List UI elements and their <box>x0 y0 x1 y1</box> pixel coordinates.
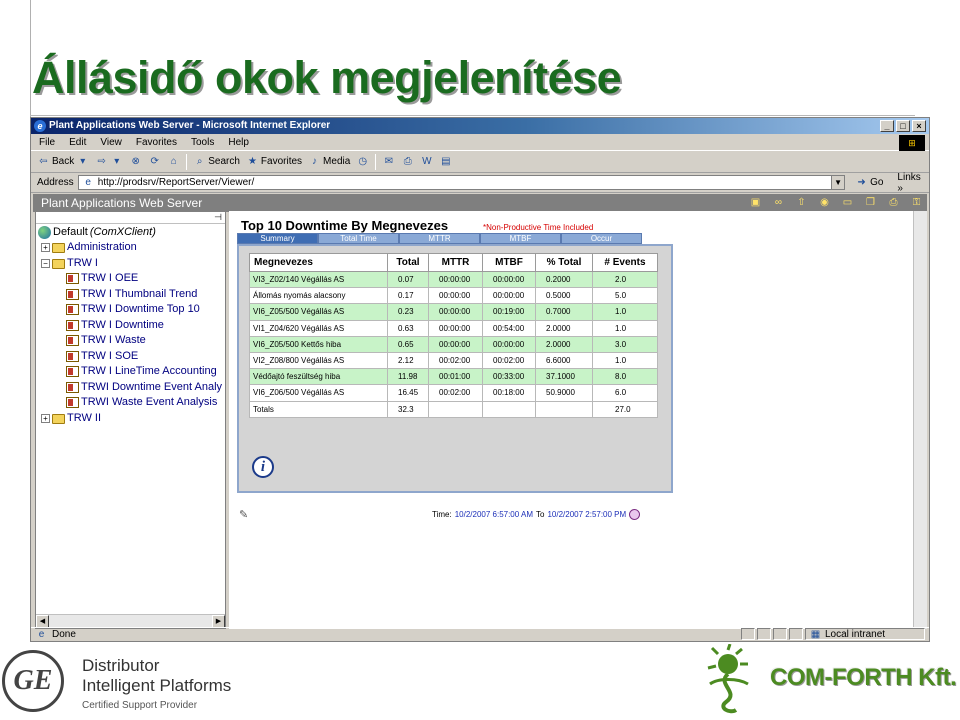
table-cell: VI1_Z04/620 Végállás AS <box>250 320 388 336</box>
tree-horizontal-scrollbar[interactable] <box>36 614 225 628</box>
folder-icon <box>52 414 65 424</box>
distributor-line-1: Distributor <box>82 656 160 675</box>
report-icon <box>66 351 79 362</box>
report-icon <box>66 397 79 408</box>
copy-icon[interactable]: ❐ <box>866 197 875 208</box>
status-cell <box>773 628 787 640</box>
security-zone <box>805 628 925 640</box>
table-row[interactable] <box>250 385 658 401</box>
go-label: Go <box>870 177 884 188</box>
report-tabs <box>237 233 642 244</box>
tree-item-label: TRW I LineTime Accounting <box>81 365 217 377</box>
back-label: Back <box>52 156 75 167</box>
time-to: 10/2/2007 2:57:00 PM <box>547 510 627 519</box>
forward-button[interactable] <box>95 155 123 168</box>
status-cell <box>789 628 803 640</box>
table-cell: 00:00:00 <box>483 272 536 288</box>
table-cell: VI6_Z06/500 Végállás AS <box>250 385 388 401</box>
comforth-logo-icon <box>696 644 766 716</box>
table-cell: 6.6000 <box>536 352 593 368</box>
tree-item-label: Administration <box>67 241 137 253</box>
table-cell: 00:00:00 <box>429 288 483 304</box>
table-cell: 00:00:00 <box>429 272 483 288</box>
report-tree-pane <box>35 211 226 629</box>
close-button[interactable]: × <box>912 120 926 132</box>
tree-item-label: TRW I SOE <box>81 350 139 362</box>
table-cell: VI3_Z02/140 Végállás AS <box>250 272 388 288</box>
table-row[interactable] <box>250 369 658 385</box>
table-cell: 0.23 <box>388 304 429 320</box>
table-cell: VI6_Z05/500 Végállás AS <box>250 304 388 320</box>
table-row[interactable] <box>250 304 658 320</box>
tree-item-label: TRW I OEE <box>81 272 139 284</box>
tree-item-label: TRW II <box>67 412 102 424</box>
search-label: Search <box>208 156 240 167</box>
tree-item-report[interactable] <box>66 271 138 286</box>
edit-icon[interactable]: W <box>422 156 432 167</box>
slide-horizontal-rule <box>30 115 915 116</box>
tree-item-report[interactable] <box>66 364 217 379</box>
tree-item-label: TRW I <box>67 257 98 269</box>
table-cell <box>536 401 593 417</box>
windows-flag-icon: ⊞ <box>899 135 925 151</box>
tab-total-time[interactable]: Total Time <box>318 233 399 244</box>
time-from: 10/2/2007 6:57:00 AM <box>454 510 533 519</box>
scroll-left-icon[interactable]: ◀ <box>36 615 49 628</box>
media-icon: ♪ <box>312 156 318 167</box>
distributor-line-2: Intelligent Platforms <box>82 676 232 695</box>
menu-view[interactable]: View <box>100 136 122 148</box>
table-cell: 16.45 <box>388 385 429 401</box>
report-icon <box>66 289 79 300</box>
links-label: Links <box>897 171 921 183</box>
favorites-label: Favorites <box>260 156 303 167</box>
pencil-icon[interactable]: ✎ <box>239 509 249 521</box>
print-icon[interactable]: ⎙ <box>889 197 898 208</box>
info-icon[interactable]: i <box>252 456 274 478</box>
table-cell <box>483 401 536 417</box>
clock-icon[interactable] <box>629 509 640 520</box>
expand-icon[interactable]: + <box>41 414 50 423</box>
table-cell: 32.3 <box>388 401 429 417</box>
tree-item-label: TRW I Downtime Top 10 <box>81 303 200 315</box>
media-button[interactable] <box>308 155 350 168</box>
table-cell: 00:18:00 <box>483 385 536 401</box>
tree-item-report[interactable] <box>66 302 200 317</box>
table-cell: 1.0 <box>593 352 658 368</box>
table-cell: 00:02:00 <box>429 385 483 401</box>
find-icon[interactable]: ◉ <box>820 197 829 208</box>
column-header[interactable]: # Events <box>593 254 658 272</box>
downtime-table <box>249 253 658 418</box>
status-bar <box>31 627 929 641</box>
app-header-title: Plant Applications Web Server <box>41 196 203 210</box>
table-cell: 6.0 <box>593 385 658 401</box>
zone-text: Local intranet <box>825 628 886 640</box>
page-icon: e <box>85 177 91 188</box>
report-icon <box>66 273 79 284</box>
table-cell: 37.1000 <box>536 369 593 385</box>
page-done-icon: e <box>38 629 45 640</box>
report-icon <box>66 366 79 377</box>
collapse-icon[interactable]: − <box>41 259 50 268</box>
table-cell: Totals <box>250 401 388 417</box>
status-cells <box>741 628 925 641</box>
folder-icon <box>52 243 65 253</box>
toolbar-separator <box>186 154 187 170</box>
intranet-icon: ▦ <box>810 628 821 640</box>
key-icon[interactable]: ⚿ <box>912 197 921 208</box>
address-input[interactable] <box>78 175 845 190</box>
forward-arrow-icon: ⇨ <box>97 156 106 167</box>
table-cell: 00:00:00 <box>483 336 536 352</box>
time-to-label: To <box>536 510 545 519</box>
totals-row <box>250 401 658 417</box>
browser-menubar <box>31 134 929 151</box>
tab-summary[interactable]: Summary <box>237 233 318 244</box>
tree-item-report[interactable] <box>66 333 146 348</box>
table-cell: 0.2000 <box>536 272 593 288</box>
report-title: Top 10 Downtime By Megnevezes <box>241 218 449 233</box>
table-cell: 00:00:00 <box>429 336 483 352</box>
address-bar <box>31 173 929 193</box>
tree-item-label: TRWI Downtime Event Analy <box>81 381 223 393</box>
ge-logo-text: GE <box>13 665 53 696</box>
menu-tools[interactable]: Tools <box>190 136 215 148</box>
report-icon <box>66 382 79 393</box>
tree-item-report[interactable] <box>66 349 138 364</box>
tree-root-label: Default <box>53 226 88 238</box>
stop-icon[interactable]: ⊗ <box>131 156 140 167</box>
table-cell: 50.9000 <box>536 385 593 401</box>
export-icon[interactable]: ⇧ <box>797 197 806 208</box>
table-cell: 00:00:00 <box>429 304 483 320</box>
refresh-icon[interactable]: ⟳ <box>150 156 159 167</box>
scroll-right-icon[interactable]: ▶ <box>212 615 225 628</box>
status-text: Done <box>52 629 76 640</box>
report-content-pane <box>229 211 927 629</box>
table-cell: 00:00:00 <box>483 288 536 304</box>
status-cell <box>741 628 755 640</box>
table-cell: 0.07 <box>388 272 429 288</box>
table-cell: 5.0 <box>593 288 658 304</box>
table-cell: 00:33:00 <box>483 369 536 385</box>
table-cell: 27.0 <box>593 401 658 417</box>
table-cell: 00:01:00 <box>429 369 483 385</box>
tree-item-report[interactable] <box>66 287 197 302</box>
go-arrow-icon: ➜ <box>857 177 866 188</box>
address-value: http://prodsrv/ReportServer/Viewer/ <box>97 177 255 188</box>
table-cell: 11.98 <box>388 369 429 385</box>
partner-logo-text: COM-FORTH Kft. <box>770 664 957 691</box>
back-arrow-icon: ⇦ <box>39 156 48 167</box>
table-cell: 0.17 <box>388 288 429 304</box>
display-icon[interactable]: ▣ <box>750 197 761 208</box>
table-cell: 1.0 <box>593 320 658 336</box>
table-cell: 0.7000 <box>536 304 593 320</box>
back-button[interactable] <box>37 155 89 168</box>
browser-toolbar <box>31 151 929 173</box>
tree-item-trw-ii[interactable] <box>41 411 101 426</box>
menu-edit[interactable]: Edit <box>69 136 87 148</box>
ge-logo <box>2 650 64 712</box>
maximize-button[interactable]: □ <box>896 120 910 132</box>
column-header[interactable]: Total <box>388 254 429 272</box>
table-cell: 0.5000 <box>536 288 593 304</box>
table-cell: 00:02:00 <box>429 352 483 368</box>
table-cell: 8.0 <box>593 369 658 385</box>
chevron-down-icon: ▾ <box>80 156 86 167</box>
search-button[interactable] <box>193 155 240 168</box>
home-icon[interactable]: ⌂ <box>170 156 177 167</box>
table-row[interactable] <box>250 352 658 368</box>
table-row[interactable] <box>250 336 658 352</box>
expand-icon[interactable]: + <box>41 243 50 252</box>
toolbar-separator <box>375 154 376 170</box>
report-icon <box>66 304 79 315</box>
print-icon[interactable]: ⎙ <box>403 156 412 167</box>
favorites-button[interactable] <box>246 155 302 168</box>
history-icon[interactable]: ◷ <box>358 156 368 167</box>
report-icon <box>66 335 79 346</box>
report-note: *Non-Productive Time Included <box>483 223 594 232</box>
status-cell <box>757 628 771 640</box>
tree-item-administration[interactable] <box>41 240 137 255</box>
content-vertical-scrollbar[interactable] <box>913 211 927 629</box>
table-cell: VI6_Z05/500 Kettős hiba <box>250 336 388 352</box>
chevron-down-icon: ▾ <box>114 156 120 167</box>
table-cell: VI2_Z08/800 Végállás AS <box>250 352 388 368</box>
column-header[interactable]: % Total <box>536 254 593 272</box>
report-icon <box>66 320 79 331</box>
tree-item-report[interactable] <box>66 318 164 333</box>
tree-root[interactable] <box>38 225 156 240</box>
table-cell: 2.12 <box>388 352 429 368</box>
table-cell: 00:00:00 <box>429 320 483 336</box>
table-row[interactable] <box>250 272 658 288</box>
tab-occur[interactable]: Occur <box>561 233 642 244</box>
tab-mttr[interactable]: MTTR <box>399 233 480 244</box>
tree-item-label: TRW I Thumbnail Trend <box>81 288 198 300</box>
time-range <box>432 509 640 520</box>
table-cell: 2.0000 <box>536 336 593 352</box>
tree-pane-top <box>36 212 225 224</box>
report-panel <box>237 244 673 493</box>
table-row[interactable] <box>250 288 658 304</box>
column-header[interactable]: MTBF <box>483 254 536 272</box>
table-header-row <box>250 254 658 272</box>
pin-icon[interactable]: ⊣ <box>214 212 222 222</box>
tree-item-report[interactable] <box>66 395 217 410</box>
ie-logo-icon: e <box>34 120 46 132</box>
go-button[interactable] <box>855 176 883 189</box>
table-cell: 00:19:00 <box>483 304 536 320</box>
table-cell: 2.0 <box>593 272 658 288</box>
table-cell: Védőajtó feszültség hiba <box>250 369 388 385</box>
menu-help[interactable]: Help <box>228 136 249 148</box>
mail-icon[interactable]: ✉ <box>384 156 393 167</box>
favorites-icon: ★ <box>247 156 257 167</box>
menu-file[interactable]: File <box>39 136 56 148</box>
table-cell: 00:54:00 <box>483 320 536 336</box>
table-cell: 0.63 <box>388 320 429 336</box>
table-row[interactable] <box>250 320 658 336</box>
slide-vertical-rule <box>30 0 31 120</box>
menu-favorites[interactable]: Favorites <box>135 136 177 148</box>
slide-title: Állásidő okok megjelenítése <box>32 52 622 103</box>
app-header-toolbar <box>749 196 923 209</box>
address-dropdown-icon[interactable]: ▼ <box>831 176 844 189</box>
tree-item-label: TRWI Waste Event Analysis <box>81 396 218 408</box>
search-icon: ⌕ <box>196 156 203 167</box>
table-cell: 2.0000 <box>536 320 593 336</box>
tree-item-label: TRW I Downtime <box>81 319 164 331</box>
tree-item-label: TRW I Waste <box>81 334 146 346</box>
links-button[interactable]: Links » <box>897 171 921 194</box>
table-cell <box>429 401 483 417</box>
time-label: Time: <box>432 510 452 519</box>
browser-window-title: Plant Applications Web Server - Microsoft Internet Explorer <box>49 120 331 131</box>
column-header[interactable]: MTTR <box>429 254 483 272</box>
media-label: Media <box>323 156 351 167</box>
discuss-icon[interactable]: ▤ <box>441 156 451 167</box>
table-cell: 1.0 <box>593 304 658 320</box>
browser-window <box>30 117 930 642</box>
minimize-button[interactable]: _ <box>880 120 894 132</box>
tree-root-client: (ComXClient) <box>89 226 156 238</box>
glasses-icon[interactable]: ∞ <box>774 197 783 208</box>
table-cell: 0.65 <box>388 336 429 352</box>
browser-titlebar <box>31 118 929 134</box>
table-cell: 00:02:00 <box>483 352 536 368</box>
distributor-line-3: Certified Support Provider <box>82 700 198 711</box>
table-cell: Állomás nyomás alacsony <box>250 288 388 304</box>
tab-mtbf[interactable]: MTBF <box>480 233 561 244</box>
tree-item-report[interactable] <box>66 380 222 395</box>
globe-icon <box>38 226 51 239</box>
table-cell: 3.0 <box>593 336 658 352</box>
window-controls <box>880 120 926 132</box>
column-header[interactable]: Megnevezes <box>250 254 388 272</box>
open-folder-icon[interactable]: ▭ <box>842 197 853 208</box>
address-label: Address <box>37 177 74 188</box>
app-header <box>33 194 927 212</box>
open-folder-icon <box>52 259 65 269</box>
tree-item-trw-i[interactable] <box>41 256 98 271</box>
